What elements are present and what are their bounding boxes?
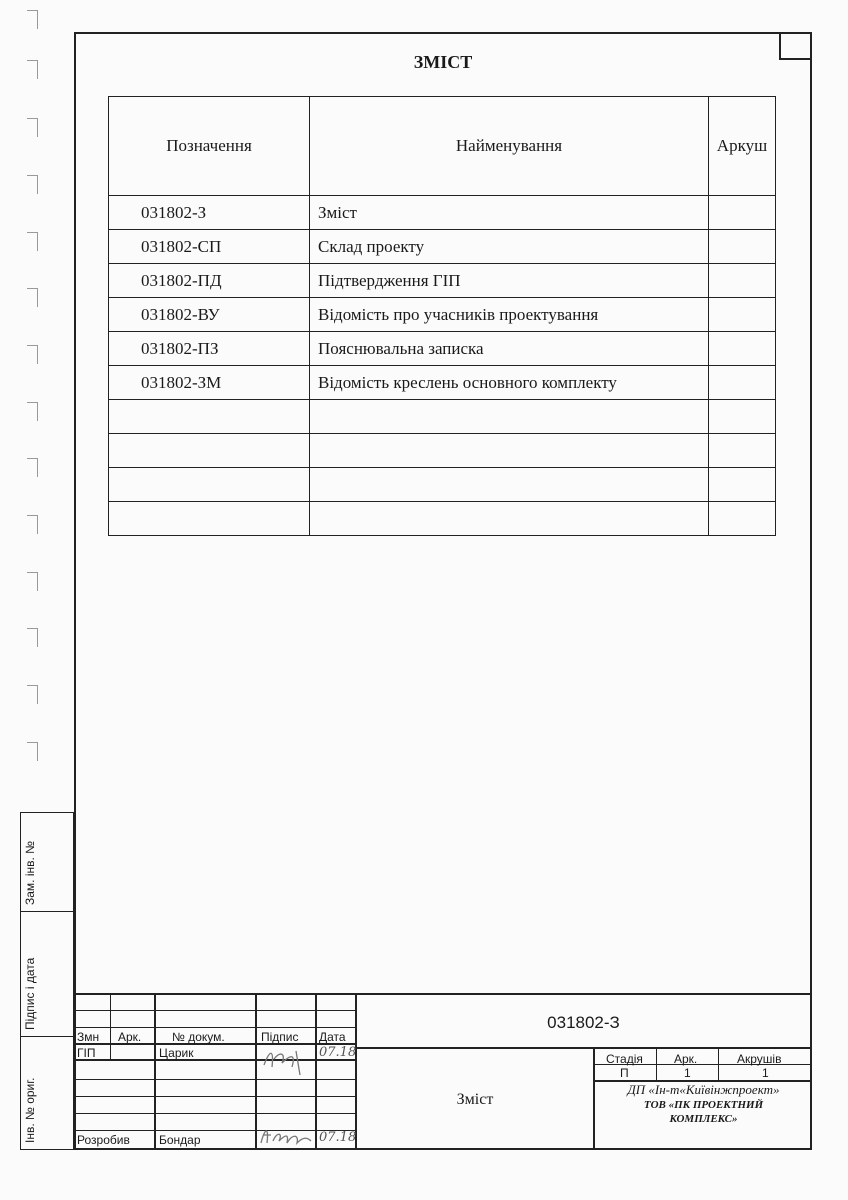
- table-row: [109, 196, 776, 230]
- row-name: Склад проекту: [310, 230, 709, 264]
- row-code: [109, 400, 310, 434]
- row-role: ГІП: [77, 1046, 96, 1060]
- row-date: 07.18: [319, 1045, 357, 1060]
- org-line-3: КОМПЛЕКС»: [669, 1113, 738, 1125]
- table-row: [109, 366, 776, 400]
- row-code: [109, 502, 310, 536]
- row-name: Царик: [159, 1046, 194, 1060]
- page-title: ЗМІСТ: [413, 52, 473, 72]
- row-sheet: [709, 196, 776, 230]
- row-name: [310, 468, 709, 502]
- header-date: Дата: [319, 1030, 346, 1044]
- side-field-sign-date: [20, 911, 74, 1037]
- row-name: Зміст: [310, 196, 709, 230]
- signature-1-icon: [260, 1045, 312, 1079]
- signature-2-icon: [257, 1121, 315, 1149]
- row-name: [310, 502, 709, 536]
- side-field-orig-inv: [20, 1036, 74, 1150]
- side-field-replaced-inv: [20, 812, 74, 912]
- sheet-label: Арк.: [674, 1052, 698, 1066]
- row-name: Підтвердження ГІП: [310, 264, 709, 298]
- row-code: [109, 434, 310, 468]
- row-sheet: [709, 298, 776, 332]
- sheets-value: 1: [762, 1066, 769, 1080]
- table-row: [109, 230, 776, 264]
- stage-value: П: [620, 1066, 629, 1080]
- row-sheet: [709, 230, 776, 264]
- row-name: [310, 434, 709, 468]
- table-row: [109, 434, 776, 468]
- row-code: 031802-З: [109, 196, 310, 230]
- row-date: 07.18: [319, 1130, 357, 1145]
- row-sheet: [709, 502, 776, 536]
- table-row: [109, 264, 776, 298]
- contents-table: [108, 96, 776, 536]
- sheet-value: 1: [684, 1066, 691, 1080]
- sheets-label: Акрушів: [737, 1052, 782, 1066]
- doc-title: Зміст: [456, 1091, 494, 1108]
- col-header-code: Позначення: [109, 97, 310, 196]
- col-header-sheet: Аркуш: [709, 97, 776, 196]
- header-signature: Підпис: [261, 1030, 299, 1044]
- row-code: 031802-ПЗ: [109, 332, 310, 366]
- row-sheet: [709, 468, 776, 502]
- row-name: Пояснювальна записка: [310, 332, 709, 366]
- org-line-2: ТОВ «ПК ПРОЕКТНИЙ: [643, 1099, 764, 1111]
- side-label: Інв. № ориг.: [23, 1077, 37, 1143]
- org-line-1: ДП «Ін-т«Київінжпроект»: [627, 1082, 780, 1097]
- row-code: 031802-СП: [109, 230, 310, 264]
- header-doc-no: № докум.: [172, 1030, 225, 1044]
- table-row: [109, 298, 776, 332]
- col-header-name: Найменування: [310, 97, 709, 196]
- doc-code: 031802-З: [547, 1013, 620, 1032]
- table-row: [109, 332, 776, 366]
- row-code: 031802-ВУ: [109, 298, 310, 332]
- header-sheet: Арк.: [118, 1030, 142, 1044]
- row-sheet: [709, 264, 776, 298]
- side-label: Підпис і дата: [23, 957, 37, 1030]
- row-name: Відомість креслень основного комплекту: [310, 366, 709, 400]
- row-sheet: [709, 332, 776, 366]
- table-row: [109, 502, 776, 536]
- row-code: 031802-ПД: [109, 264, 310, 298]
- row-code: 031802-ЗМ: [109, 366, 310, 400]
- title-block: [74, 993, 812, 1150]
- table-row: [109, 468, 776, 502]
- row-name: [310, 400, 709, 434]
- row-role: Розробив: [77, 1133, 130, 1147]
- row-sheet: [709, 434, 776, 468]
- row-sheet: [709, 400, 776, 434]
- header-change: Змн: [77, 1030, 100, 1044]
- row-sheet: [709, 366, 776, 400]
- row-code: [109, 468, 310, 502]
- row-name: Відомість про учасників проектування: [310, 298, 709, 332]
- stage-label: Стадія: [606, 1052, 643, 1066]
- side-label: Зам. інв. №: [23, 840, 37, 905]
- row-name: Бондар: [159, 1133, 201, 1147]
- table-row: [109, 400, 776, 434]
